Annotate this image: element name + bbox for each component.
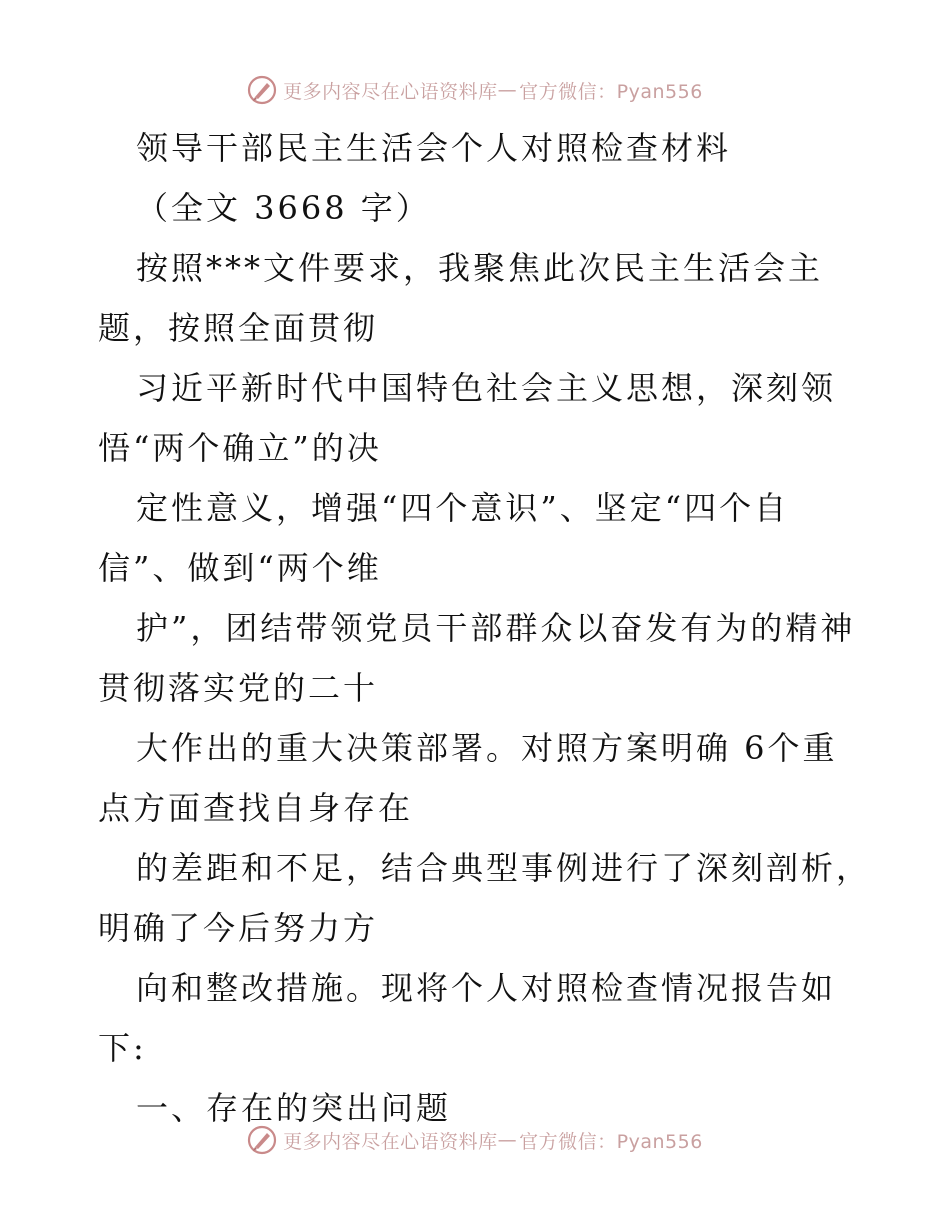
- paragraph-line: 定性意义，增强“四个意识”、坚定“四个自: [136, 489, 790, 527]
- paragraph-line: 悟“两个确立”的决: [98, 429, 382, 467]
- paragraph-line: 护”，团结带领党员干部群众以奋发有为的精神: [136, 609, 856, 647]
- watermark-separator: —: [497, 1129, 518, 1151]
- watermark-separator: —: [497, 79, 518, 101]
- watermark-brand: 更多内容尽在心语资料库: [283, 1130, 498, 1153]
- paragraph-line: 习近平新时代中国特色社会主义思想，深刻领: [136, 369, 837, 407]
- paragraph-line: 明确了今后努力方: [98, 909, 379, 947]
- paragraph-line: 题，按照全面贯彻: [98, 309, 379, 347]
- footer-watermark: [0, 1120, 950, 1160]
- paragraph-line: 下:: [98, 1029, 147, 1067]
- paragraph-line: 一、存在的突出问题: [136, 1089, 452, 1127]
- paragraph-line: 信”、做到“两个维: [98, 549, 382, 587]
- watermark-contact: 官方微信：Pyan556: [519, 80, 703, 103]
- paragraph-line: 贯彻落实党的二十: [98, 669, 379, 707]
- pen-logo-icon: [247, 75, 277, 105]
- watermark-brand: 更多内容尽在心语资料库: [283, 80, 498, 103]
- document-title: 领导干部民主生活会个人对照检查材料: [136, 129, 732, 167]
- watermark-contact: 官方微信：Pyan556: [519, 1130, 703, 1153]
- header-watermark: [0, 70, 950, 110]
- pen-logo-icon: [247, 1125, 277, 1155]
- document-body: [98, 118, 872, 1138]
- paragraph-line: 点方面查找自身存在: [98, 789, 414, 827]
- paragraph-line: 的差距和不足，结合典型事例进行了深刻剖析，: [136, 849, 872, 887]
- paragraph-line: 向和整改措施。现将个人对照检查情况报告如: [136, 969, 837, 1007]
- paragraph-line: 大作出的重大决策部署。对照方案明确 6个重: [136, 729, 838, 767]
- document-subtitle: （全文 3668 字）: [136, 189, 431, 227]
- paragraph-line: 按照***文件要求，我聚焦此次民主生活会主: [136, 249, 824, 287]
